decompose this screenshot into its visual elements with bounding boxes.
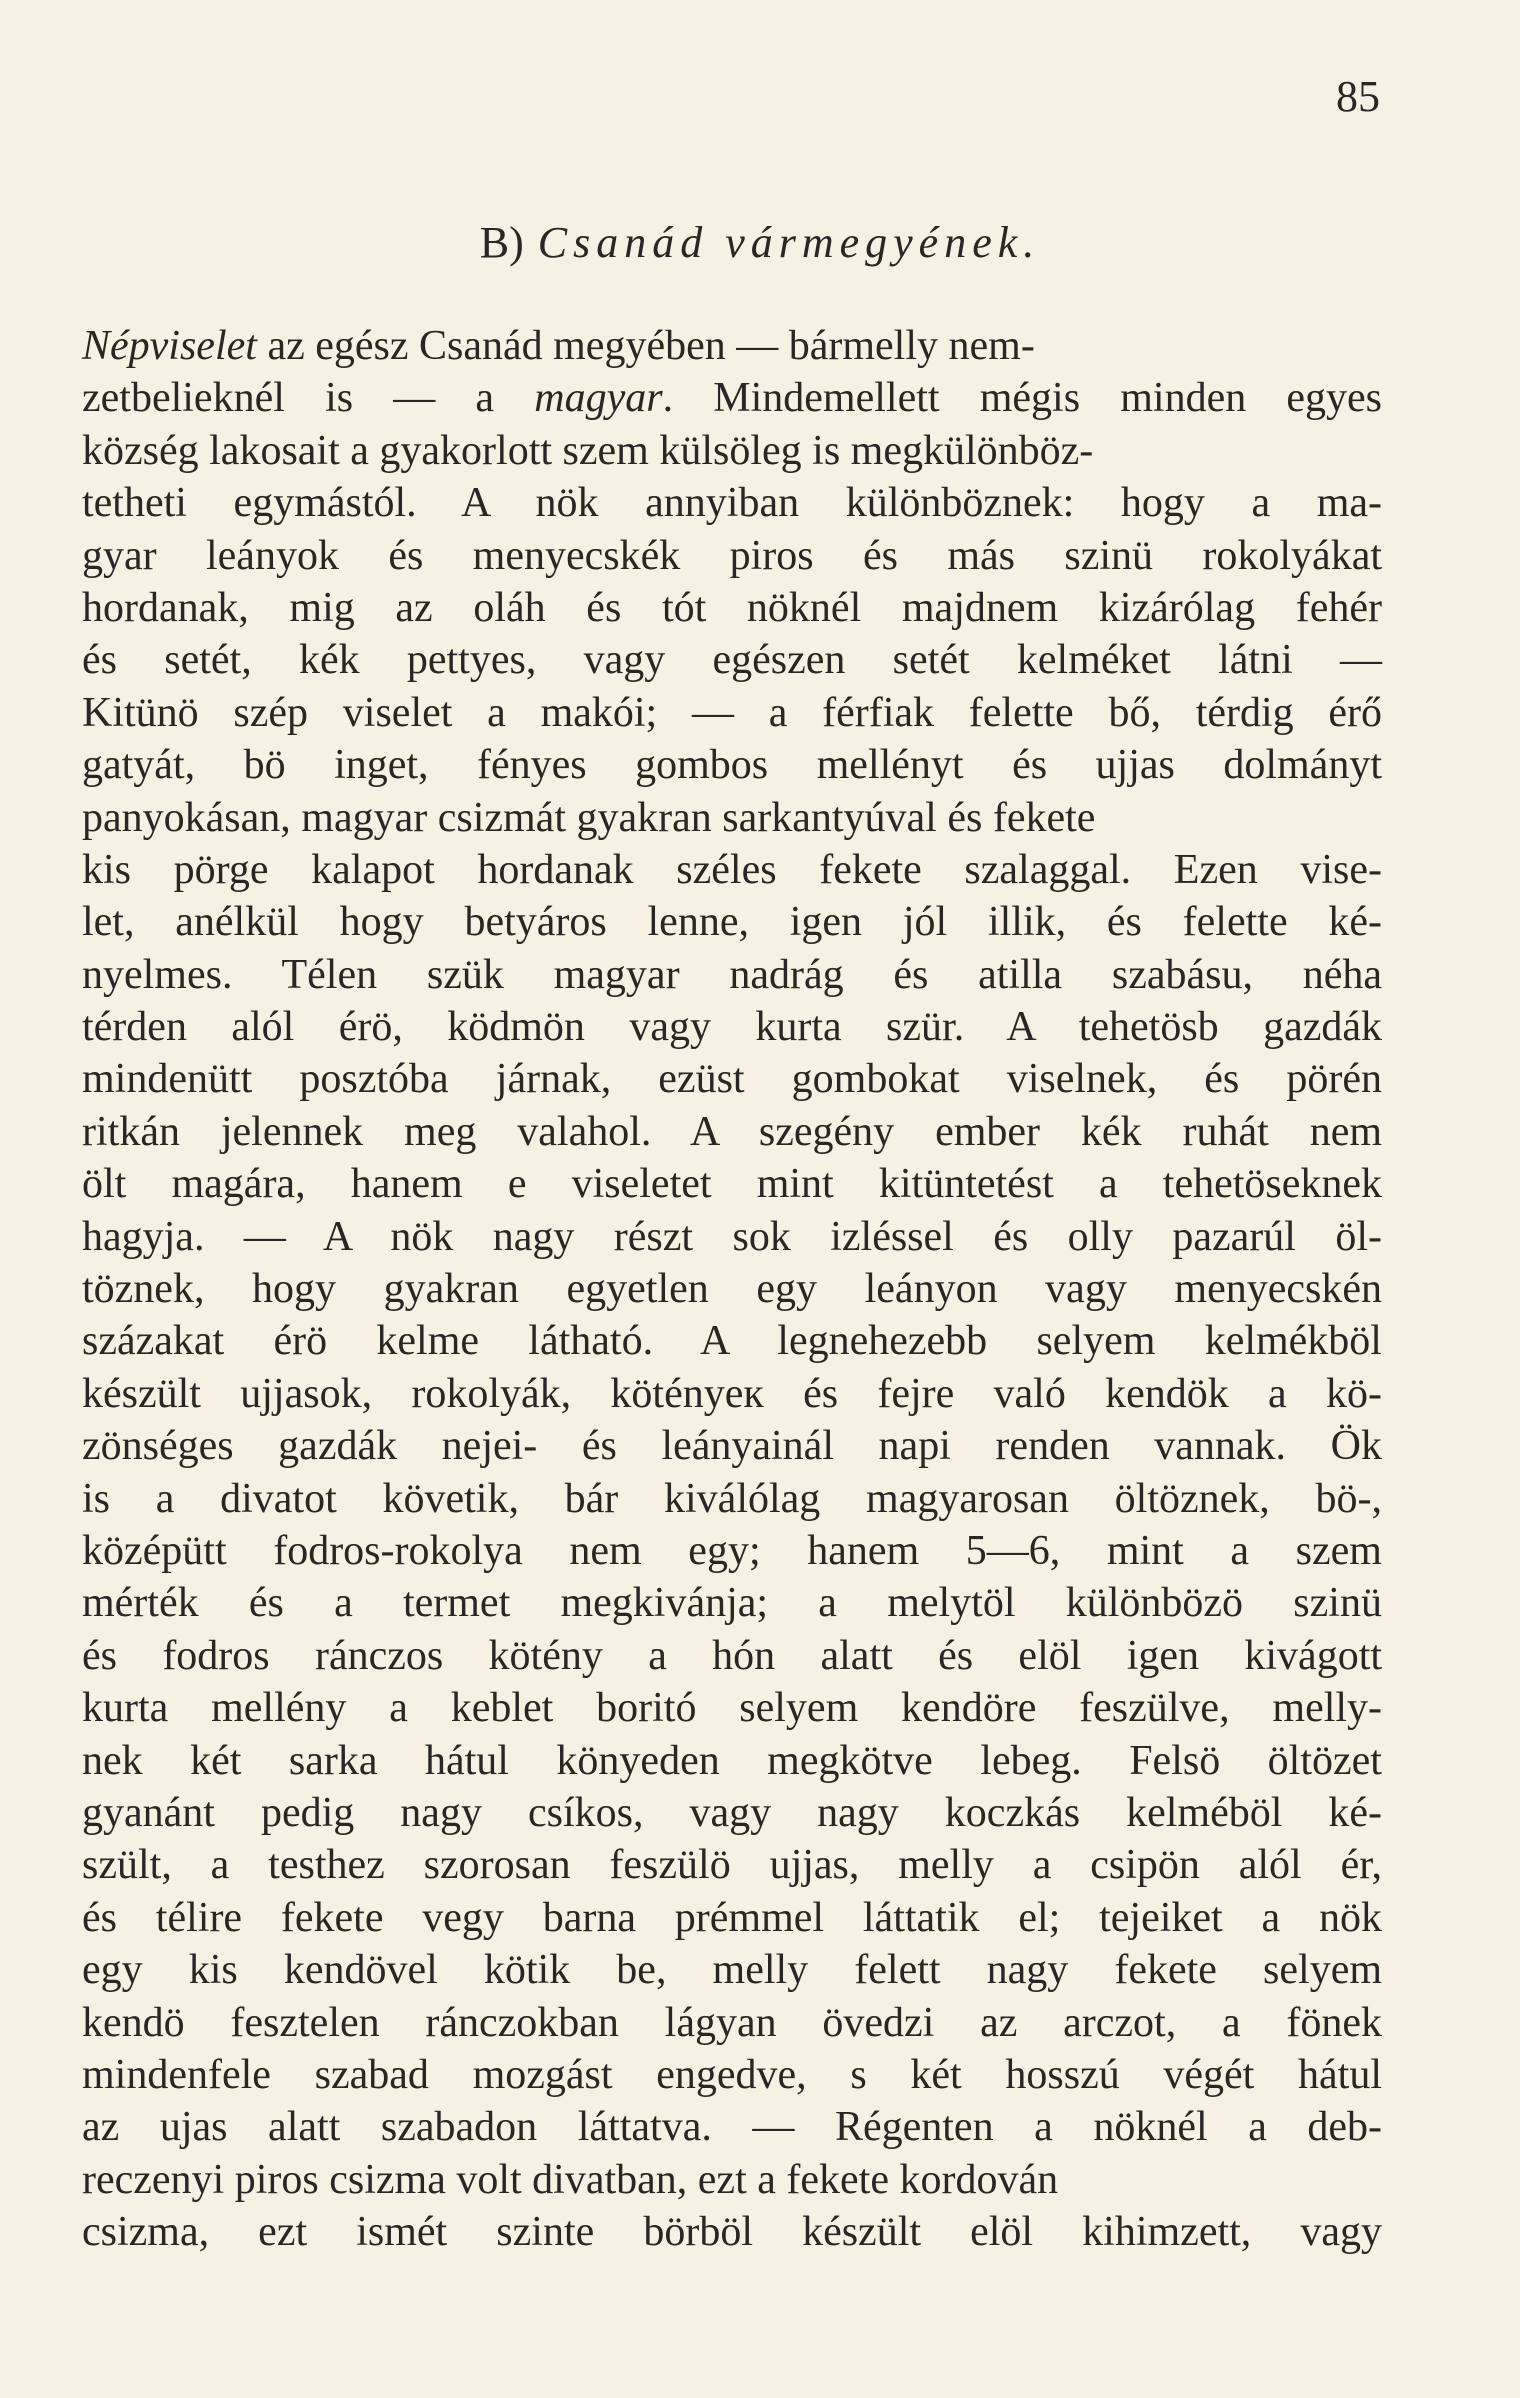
page-number: 85 bbox=[1336, 72, 1380, 121]
line-text: kendö fesztelen ránczokban lágyan övedzi az arczot, a fönek bbox=[82, 1999, 1382, 2046]
line-text: gyar leányok és menyecskék piros és más szinü rokolyákat bbox=[82, 532, 1383, 579]
line-text: kis pörge kalapot hordanak széles fekete szalaggal. Ezen vise- bbox=[82, 846, 1383, 893]
text-line bbox=[82, 1892, 1382, 1944]
line-text: az ujas alatt szabadon láttatva. — Régenten a nöknél a deb- bbox=[82, 2104, 1383, 2151]
line-text: nyelmes. Télen szük magyar nadrág és atilla szabásu, néha bbox=[82, 951, 1383, 998]
line-text: mérték és a termet megkivánja; a melytöl különbözö szinü bbox=[82, 1580, 1382, 1627]
text-line bbox=[82, 425, 1382, 477]
text-line bbox=[82, 1315, 1382, 1367]
line-text: hordanak, mig az oláh és tót nöknél majdnem kizárólag fehér bbox=[82, 584, 1382, 631]
text-line bbox=[82, 1211, 1382, 1263]
text-line bbox=[82, 739, 1382, 791]
text-line bbox=[82, 1787, 1382, 1839]
section-heading bbox=[0, 215, 1520, 271]
text-line bbox=[82, 2154, 1382, 2206]
line-text: is a divatot követik, bár kiválólag magyarosan öltöznek, bö-, bbox=[82, 1475, 1382, 1522]
line-text: tetheti egymástól. A nök annyiban különböznek: hogy a ma- bbox=[82, 480, 1383, 527]
line-text: . Mindemellett mégis minden egyes bbox=[662, 375, 1383, 422]
text-line bbox=[82, 1053, 1382, 1105]
text-line bbox=[82, 1944, 1382, 1996]
text-line bbox=[82, 792, 1382, 844]
text-line bbox=[82, 1735, 1382, 1787]
line-text: község lakosait a gyakorlott szem külsöleg is megkülönböz- bbox=[82, 427, 1094, 474]
line-text: mindenfele szabad mozgást engedve, s két hosszú végét hátul bbox=[82, 2051, 1383, 2098]
line-text: és télire fekete vegy barna prémmel láttatik el; tejeiket a nök bbox=[82, 1894, 1382, 1941]
text-line bbox=[82, 1997, 1382, 2049]
emphasis-text: magyar bbox=[534, 375, 663, 422]
text-line bbox=[82, 634, 1382, 686]
line-text: és fodros ránczos kötény a hón alatt és elöl igen kivágott bbox=[82, 1632, 1383, 1679]
line-text: egy kis kendövel kötik be, melly felett nagy fekete selyem bbox=[82, 1947, 1383, 1994]
line-text: térden alól érö, ködmön vagy kurta szür. A tehetösb gazdák bbox=[82, 1004, 1382, 1051]
text-line bbox=[82, 1001, 1382, 1053]
text-line bbox=[82, 2206, 1382, 2258]
line-text: hagyja. — A nök nagy részt sok izléssel és olly pazarúl öl- bbox=[82, 1213, 1382, 1260]
text-line bbox=[82, 896, 1382, 948]
text-line bbox=[82, 2101, 1382, 2153]
line-text: panyokásan, magyar csizmát gyakran sarkantyúval és fekete bbox=[82, 794, 1096, 841]
text-line bbox=[82, 1473, 1382, 1525]
line-text: gatyát, bö inget, fényes gombos mellényt és ujjas dolmányt bbox=[82, 742, 1382, 789]
line-text: nek két sarka hátul könyeden megkötve lebeg. Felsö öltözet bbox=[82, 1737, 1382, 1784]
line-text: gyanánt pedig nagy csíkos, vagy nagy koczkás kelméböl ké- bbox=[82, 1789, 1383, 1836]
line-text: zönséges gazdák nejei- és leányainál napi renden vannak. Ök bbox=[82, 1423, 1382, 1470]
line-text: középütt fodros-rokolya nem egy; hanem 5—6, mint a szem bbox=[82, 1527, 1382, 1574]
text-line bbox=[82, 1368, 1382, 1420]
text-line bbox=[82, 1630, 1382, 1682]
text-line bbox=[82, 2049, 1382, 2101]
text-line bbox=[82, 582, 1382, 634]
line-text: mindenütt posztóba járnak, ezüst gombokat viselnek, és pörén bbox=[82, 1056, 1382, 1103]
text-line bbox=[82, 320, 1382, 372]
line-text: zetbelieknél is — a bbox=[82, 375, 535, 422]
line-text: és setét, kék pettyes, vagy egészen setét kelméket látni — bbox=[82, 637, 1382, 684]
line-text: százakat érö kelme látható. A legnehezebb selyem kelmékböl bbox=[82, 1318, 1382, 1365]
emphasis-text: Népviselet bbox=[82, 323, 257, 369]
line-text: ölt magára, hanem e viseletet mint kitüntetést a tehetöseknek bbox=[82, 1161, 1383, 1208]
body-text bbox=[82, 320, 1382, 2258]
text-line bbox=[82, 949, 1382, 1001]
text-line bbox=[82, 1577, 1382, 1629]
line-text: Kitünö szép viselet a makói; — a férfiak felette bő, térdig érő bbox=[82, 689, 1383, 736]
line-text: kurta mellény a keblet boritó selyem kendöre feszülve, melly- bbox=[82, 1685, 1383, 1732]
text-line bbox=[82, 372, 1382, 424]
line-text: készült ujjasok, rokolyák, kötényeк és fejre való kendök a kö- bbox=[82, 1370, 1382, 1417]
text-line bbox=[82, 1839, 1382, 1891]
line-text: ritkán jelennek meg valahol. A szegény ember kék ruhát nem bbox=[82, 1108, 1383, 1155]
text-line bbox=[82, 1106, 1382, 1158]
line-text: szült, a testhez szorosan feszülö ujjas, melly a csipön alól ér, bbox=[82, 1842, 1383, 1889]
text-line bbox=[82, 1682, 1382, 1734]
text-line bbox=[82, 844, 1382, 896]
line-text: reczenyi piros csizma volt divatban, ezt a fekete kordován bbox=[82, 2156, 1059, 2203]
text-line bbox=[82, 530, 1382, 582]
text-line bbox=[82, 477, 1382, 529]
text-line bbox=[82, 1158, 1382, 1210]
text-line bbox=[82, 1263, 1382, 1315]
line-text: töznek, hogy gyakran egyetlen egy leányon vagy menyecskén bbox=[82, 1266, 1382, 1313]
section-title: Csanád vármegyének. bbox=[537, 218, 1041, 267]
text-line bbox=[82, 1525, 1382, 1577]
line-text: az egész Csanád megyében — bármelly nem- bbox=[256, 323, 1035, 369]
text-line bbox=[82, 687, 1382, 739]
section-label: B) bbox=[479, 218, 524, 267]
text-line bbox=[82, 1420, 1382, 1472]
line-text: csizma, ezt ismét szinte börböl készült elöl kihimzett, vagy bbox=[82, 2209, 1383, 2256]
line-text: let, anélkül hogy betyáros lenne, igen jól illik, és felette ké- bbox=[82, 899, 1382, 946]
